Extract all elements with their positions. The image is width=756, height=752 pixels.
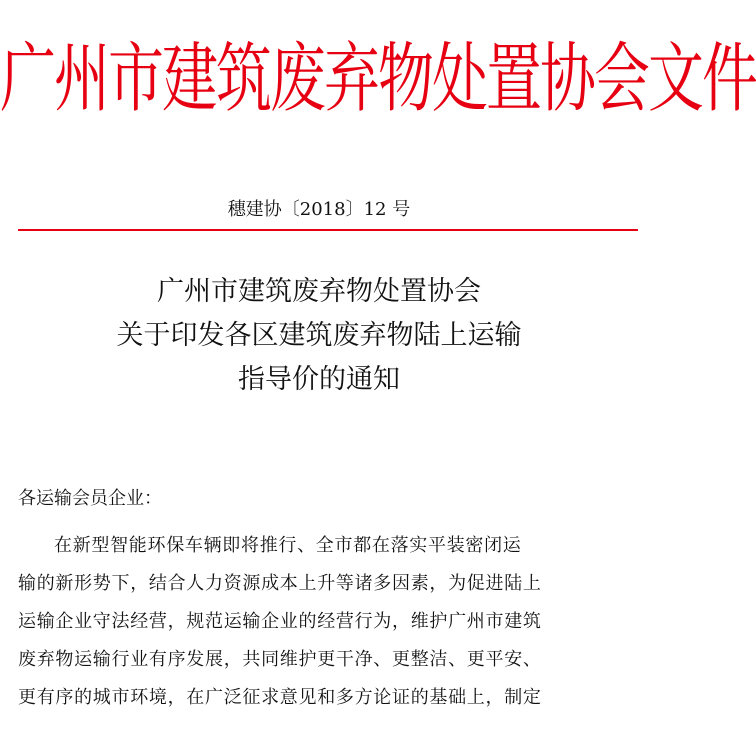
notice-title-line-3: 指导价的通知 — [238, 364, 400, 395]
notice-title — [0, 270, 638, 402]
notice-title-line-1: 广州市建筑废弃物处置协会 — [157, 276, 481, 307]
body-paragraph — [18, 533, 610, 723]
body-line: 在新型智能环保车辆即将推行、全市都在落实平装密闭运 — [54, 535, 522, 556]
document-header-title: 广州市建筑废弃物处置协会文件 — [0, 35, 756, 124]
document-number: 穗建协〔2018〕12 号 — [227, 199, 411, 220]
salutation: 各运输会员企业： — [18, 488, 162, 509]
red-divider-line — [18, 229, 638, 231]
body-line: 废弃物运输行业有序发展，共同维护更干净、更整洁、更平安、 — [18, 649, 542, 670]
body-line: 运输企业守法经营，规范运输企业的经营行为，维护广州市建筑 — [18, 611, 542, 632]
body-line: 输的新形势下，结合人力资源成本上升等诸多因素，为促进陆上 — [18, 573, 542, 594]
body-line: 更有序的城市环境，在广泛征求意见和多方论证的基础上，制定 — [18, 687, 542, 708]
notice-title-line-2: 关于印发各区建筑废弃物陆上运输 — [116, 320, 522, 351]
